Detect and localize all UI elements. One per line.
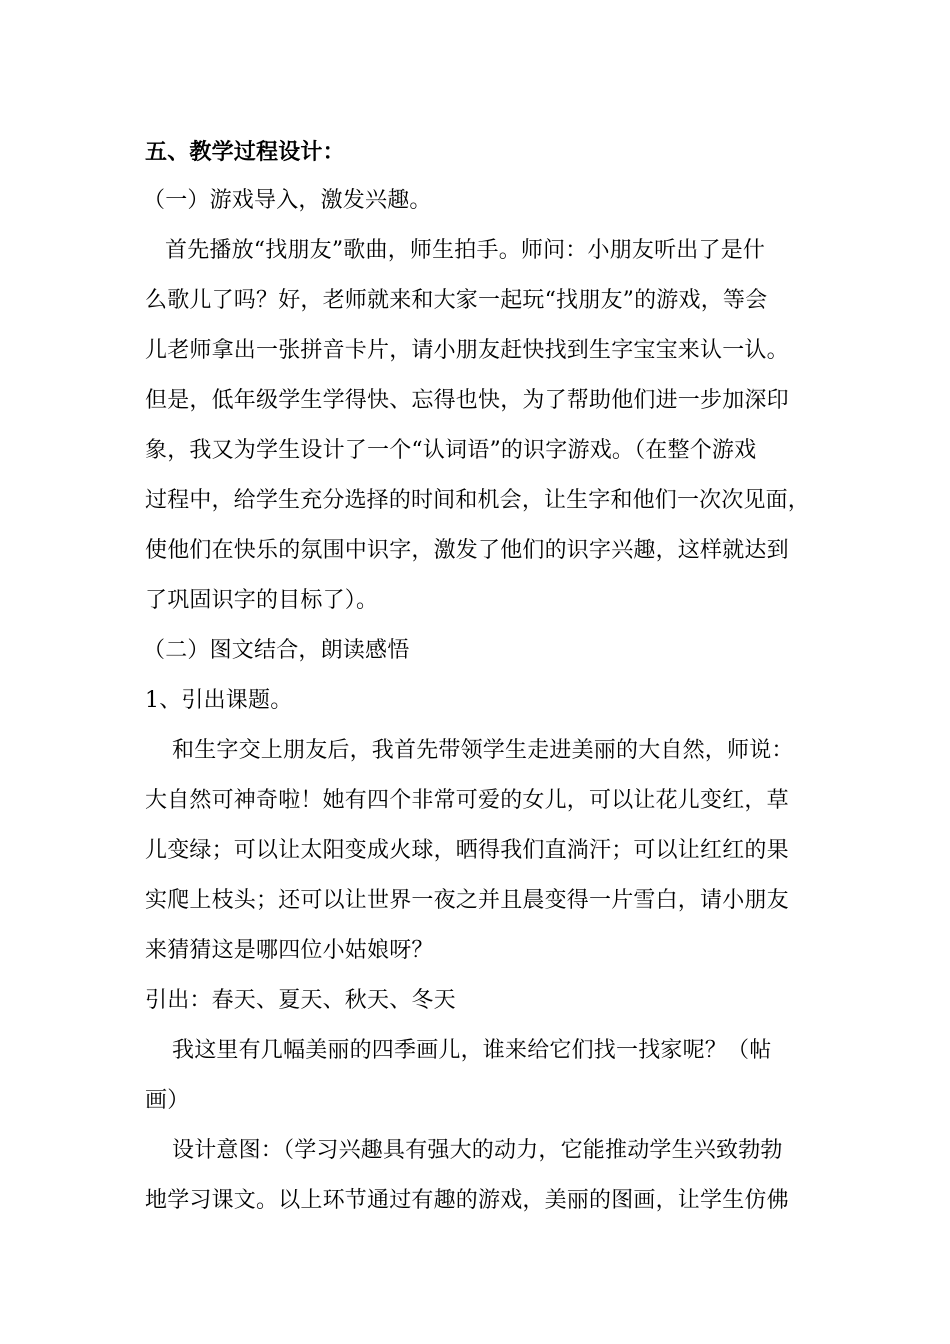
- para1-line-1: 首先播放“找朋友”歌曲，师生拍手。师问：小朋友听出了是什: [165, 238, 766, 263]
- para2-line-4: 实爬上枝头；还可以让世界一夜之并且晨变得一片雪白，请小朋友: [145, 888, 789, 913]
- para2-line-2: 大自然可神奇啦！她有四个非常可爱的女儿，可以让花儿变红，草: [145, 788, 789, 813]
- para1-line-4: 但是，低年级学生学得快、忘得也快，为了帮助他们进一步加深印: [145, 388, 789, 413]
- subheading-image-text: （二）图文结合，朗读感悟: [143, 638, 410, 663]
- para3-line-1: 我这里有几幅美丽的四季画儿，谁来给它们找一找家呢？（帖: [172, 1038, 772, 1063]
- para1-line-7: 使他们在快乐的氛围中识字，激发了他们的识字兴趣，这样就达到: [145, 538, 789, 563]
- para1-line-3: 儿老师拿出一张拼音卡片，请小朋友赶快找到生字宝宝来认一认。: [145, 338, 789, 363]
- para2-line-1: 和生字交上朋友后，我首先带领学生走进美丽的大自然，师说：: [172, 738, 794, 763]
- para1-line-6: 过程中，给学生充分选择的时间和机会，让生字和他们一次次见面，: [145, 488, 810, 513]
- para1-line-8: 了巩固识字的目标了）。: [145, 588, 379, 613]
- lead-out-seasons: 引出：春天、夏天、秋天、冬天: [145, 988, 456, 1013]
- para4-line-2: 地学习课文。以上环节通过有趣的游戏，美丽的图画，让学生仿佛: [145, 1188, 789, 1213]
- para1-line-2: 么歌儿了吗？好，老师就来和大家一起玩“找朋友”的游戏，等会: [145, 288, 768, 313]
- para1-line-5: 象，我又为学生设计了一个“认词语”的识字游戏。（在整个游戏: [145, 438, 757, 463]
- para2-line-3: 儿变绿；可以让太阳变成火球，晒得我们直淌汗；可以让红红的果: [145, 838, 789, 863]
- para4-line-1: 设计意图：（学习兴趣具有强大的动力，它能推动学生兴致勃勃: [172, 1138, 783, 1163]
- para2-line-5: 来猜猜这是哪四位小姑娘呀？: [145, 938, 434, 963]
- item-1-lead-title: 1、引出课题。: [145, 688, 293, 713]
- section-heading: 五、教学过程设计：: [145, 139, 345, 165]
- para3-line-2: 画）: [145, 1088, 190, 1113]
- subheading-game-intro: （一）游戏导入，激发兴趣。: [143, 188, 432, 213]
